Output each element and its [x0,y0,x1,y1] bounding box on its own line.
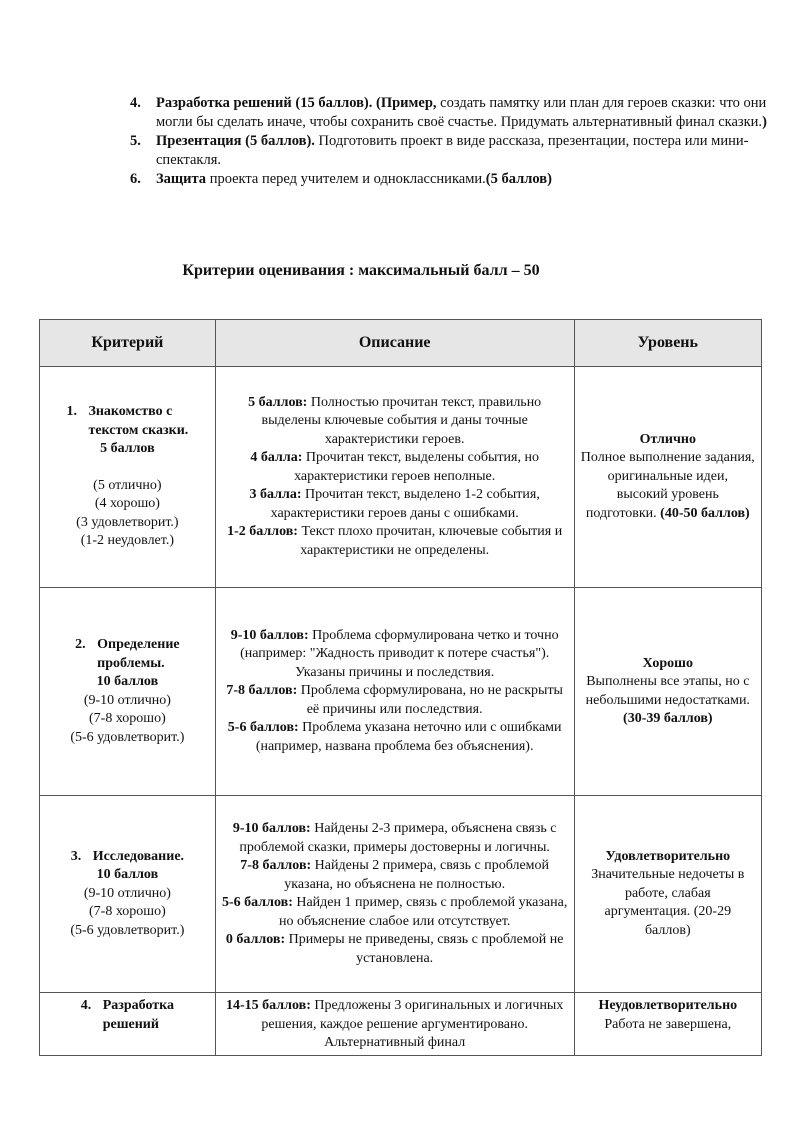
description-line: 3 балла: Прочитан текст, выделено 1-2 события, характеристики героев даны с ошибками. [249,487,540,521]
step-text: Подготовить проект в виде рассказа, презентации, постера или мини-спектакля. [156,133,749,168]
criterion-cell [40,367,216,588]
step-number: 6. [130,171,141,187]
step-item [130,170,770,189]
table-row [40,588,762,796]
level-text: Значительные недочеты в работе, слабая аргументация. (20-29 баллов) [591,867,745,938]
step-bold-tail: ) [762,114,767,130]
description-line: 0 баллов: Примеры не приведены, связь с проблемой не установлена. [225,932,564,966]
criterion-cell [40,796,216,993]
level-title: Отлично [639,431,696,447]
level-points: (30-39 баллов) [623,711,713,726]
criterion-scale: (7-8 хорошо) [89,711,166,726]
description-line: 1-2 баллов: Текст плохо прочитан, ключевые события и характеристики не определены. [227,524,563,558]
step-item [130,94,770,132]
description-line: 5-6 баллов: Найден 1 пример, связь с проблемой указана, но объяснение слабое или отсутствует. [221,895,568,929]
level-text: Полное выполнение задания, оригинальные идеи, высокий уровень подготовки. [580,450,755,521]
level-text: Работа не завершена, [604,1016,732,1032]
description-line: 9-10 баллов: Найдены 2-3 примера, объяснена связь с проблемой сказки, примеры достоверны и логичны. [232,821,557,855]
level-text: Выполнены все этапы, но с небольшими недостатками. [585,674,750,708]
description-line: 4 балла: Прочитан текст, выделены события, но характеристики героев неполные. [250,450,539,484]
criterion-scale: (9-10 отлично) [83,885,171,901]
table-row [40,367,762,588]
criterion-scale: (7-8 хорошо) [89,904,166,920]
description-cell [215,367,574,588]
criterion-title: 4. Разработка решений [80,998,175,1032]
step-bold-lead: Презентация (5 баллов). [156,133,315,149]
criterion-scale: (5 отлично) [93,477,162,493]
level-cell [574,588,761,796]
level-cell [574,796,761,993]
criterion-points: 10 баллов [96,674,159,689]
criterion-scale: (5-6 удовлетворит.) [70,922,185,938]
description-line: 14-15 баллов: Предложены 3 оригинальных и логичных решения, каждое решение аргументировано. Альтернативный финал [225,998,564,1050]
criteria-heading: Критерии оценивания : максимальный балл – 50 [182,262,540,279]
criterion-scale: (5-6 удовлетворит.) [70,729,185,745]
column-header-description: Описание [215,320,574,367]
description-line: 9-10 баллов: Проблема сформулирована четко и точно (например: "Жадность приводит к потере счастья"). Указаны причины и последствия. [230,627,559,680]
step-bold-lead: Разработка решений (15 баллов). (Пример, [156,95,437,111]
step-bold-lead: Защита [156,171,207,187]
table-row [40,993,762,1056]
description-cell [215,993,574,1056]
table-row [40,796,762,993]
description-cell [215,588,574,796]
criterion-cell [40,588,216,796]
description-line: 7-8 баллов: Проблема сформулирована, но не раскрыты её причины или последствия. [226,683,563,717]
step-text: создать памятку или план для героев сказки: что они могли бы сделать иначе, чтобы сохранить своё счастье. Придумать альтернативный финал сказки. [156,95,767,130]
criterion-scale: (3 удовлетворит.) [76,514,179,530]
criterion-points: 5 баллов [100,441,155,457]
criterion-cell [40,993,216,1056]
criterion-title: 3. Исследование. [70,848,185,864]
description-line: 5-6 баллов: Проблема указана неточно или с ошибками (например, названа проблема без объяснения). [227,720,562,754]
level-title: Хорошо [642,655,693,671]
level-title: Удовлетворительно [605,848,731,864]
criteria-table [39,319,762,1056]
column-header-criterion: Критерий [40,320,216,367]
step-bold-tail: (5 баллов) [485,171,552,187]
criterion-scale: (1-2 неудовлет.) [80,533,174,549]
steps-list [130,94,770,189]
level-title: Неудовлетворительно [598,998,738,1013]
level-points: (40-50 баллов) [660,505,750,521]
level-cell [574,993,761,1056]
criterion-scale: (4 хорошо) [94,496,160,512]
criterion-title: 2. Определение проблемы. [75,637,180,671]
criterion-scale: (9-10 отлично) [83,692,171,708]
level-cell [574,367,761,588]
description-line: 7-8 баллов: Найдены 2 примера, связь с проблемой указана, но объяснена не полностью. [240,858,550,892]
step-number: 5. [130,133,141,149]
step-item [130,132,770,170]
column-header-level: Уровень [574,320,761,367]
description-cell [215,796,574,993]
criterion-points: 10 баллов [96,867,159,883]
step-text: проекта перед учителем и одноклассниками. [206,171,486,187]
step-number: 4. [130,95,141,111]
description-line: 5 баллов: Полностью прочитан текст, правильно выделены ключевые события и даны точные характеристики героев. [248,394,542,447]
table-header-row [40,320,762,367]
criterion-title: 1. Знакомство с текстом сказки. [66,404,189,438]
